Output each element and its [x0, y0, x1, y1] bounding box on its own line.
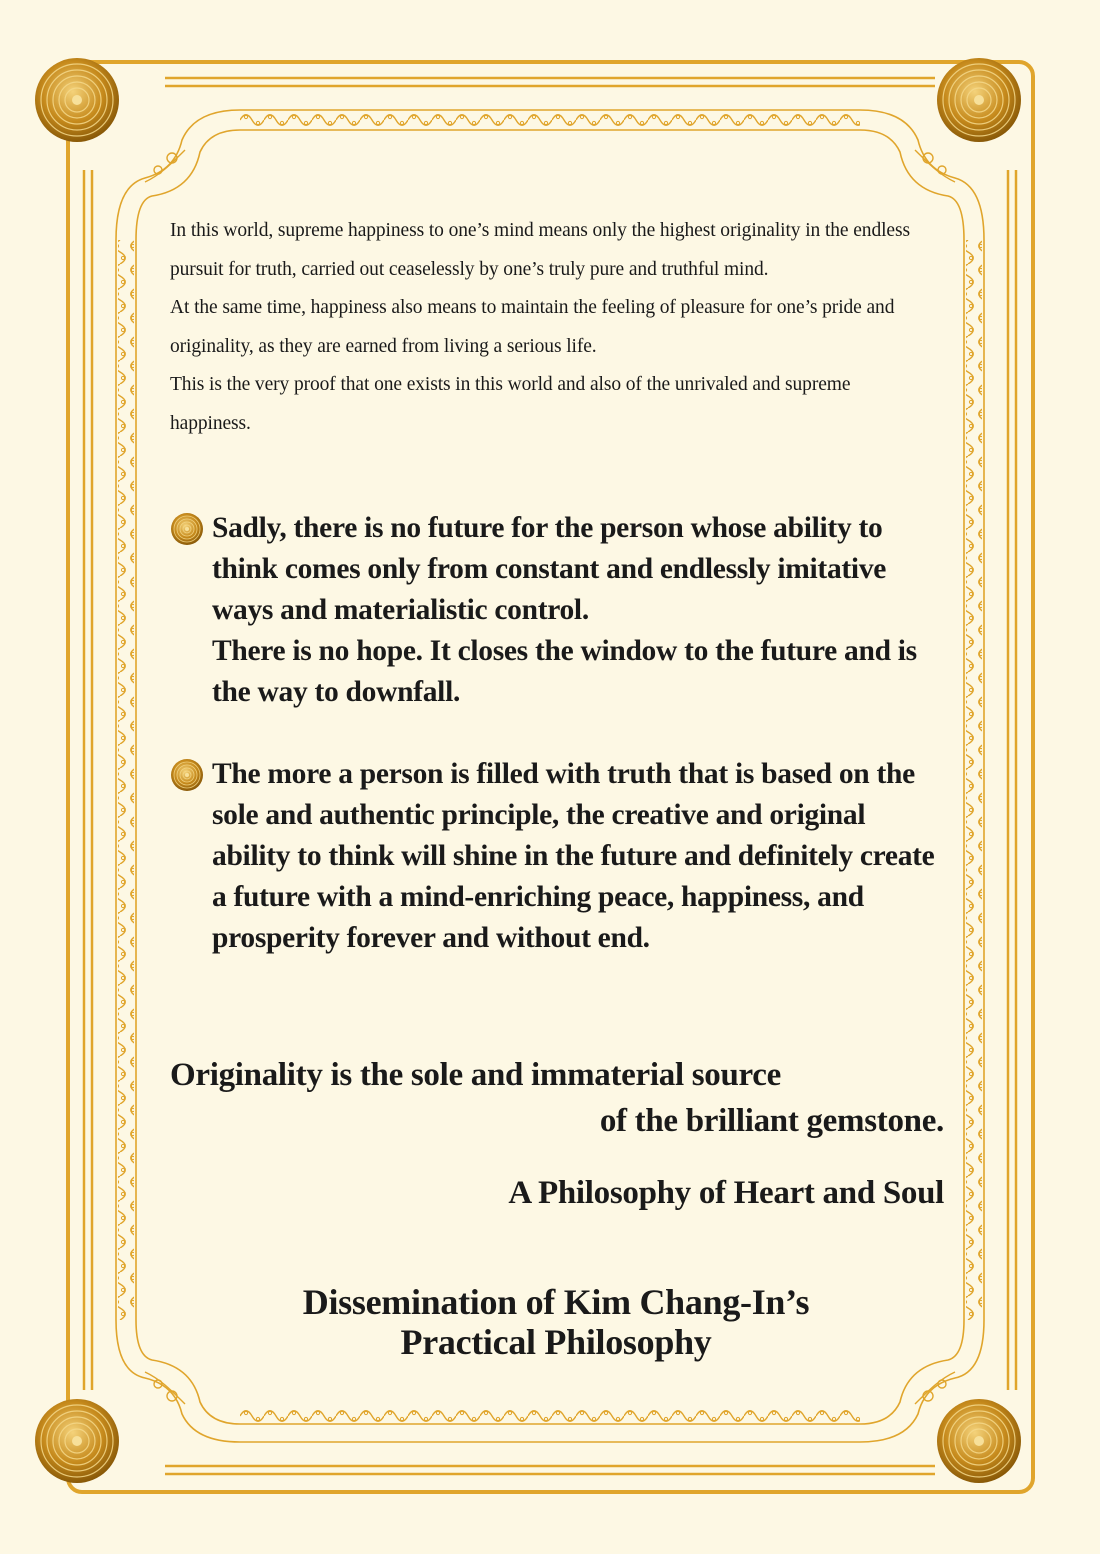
bullet-paragraph: There is no hope. It closes the window to the future and is the way to downfall. [212, 635, 917, 708]
intro-paragraph: This is the very proof that one exists in this world and also of the unrivaled and supreme happiness. [170, 374, 851, 434]
quote-line-2: of the brilliant gemstone. [599, 1103, 944, 1139]
bullet-item [170, 754, 950, 959]
gold-medallion-icon [170, 512, 204, 546]
bullet-item [170, 508, 950, 713]
bullet-paragraph: The more a person is filled with truth that is based on the sole and authentic principle, the creative and original ability to think will shine in the future and definitely create a future with a mind-enriching peace, happiness, and prosperity forever and without end. [212, 758, 935, 954]
bullet-text [212, 508, 950, 713]
intro-text [170, 212, 930, 444]
footer-line-1: Dissemination of Kim Chang-In’s [302, 1282, 810, 1322]
bullet-text [212, 754, 950, 959]
gold-medallion-icon [170, 758, 204, 792]
intro-paragraph: At the same time, happiness also means to maintain the feeling of pleasure for one’s pride and originality, as they are earned from living a serious life. [170, 297, 895, 357]
footer-line-2: Practical Philosophy [400, 1322, 712, 1362]
bullet-paragraph: Sadly, there is no future for the person whose ability to think comes only from constant and endlessly imitative ways and materialistic control. [212, 512, 887, 626]
quote-source: A Philosophy of Heart and Soul [508, 1175, 944, 1211]
intro-paragraph: In this world, supreme happiness to one’s mind means only the highest originality in the endless pursuit for truth, carried out ceaselessly by one’s truly pure and truthful mind. [170, 220, 910, 280]
quote-line-1: Originality is the sole and immaterial source [170, 1057, 782, 1093]
footer-title [206, 1282, 906, 1362]
